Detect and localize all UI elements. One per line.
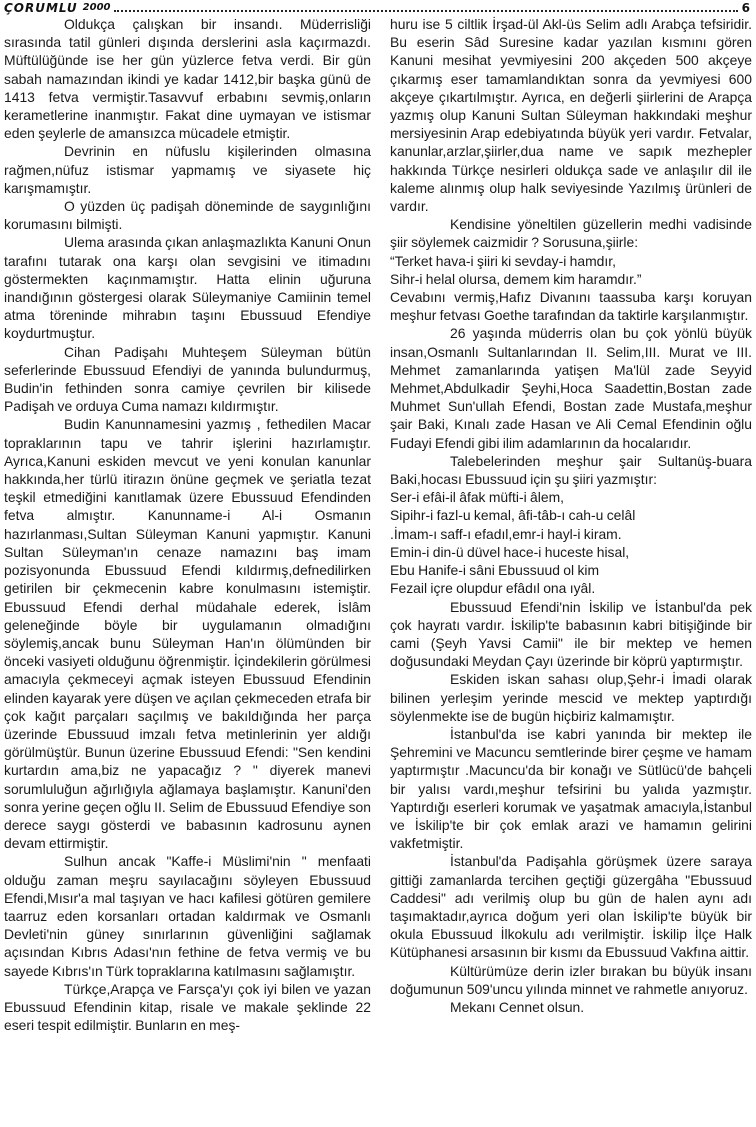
paragraph: Eskiden iskan sahası olup,Şehr-i İmadi olarak bilinen yerleşim yerinde mescid ve mektep yaptırdığı söylenmekte ise de bugün hiçbiriz kalmamıştır.	[390, 671, 752, 724]
verse-line: .İmam-ı saff-ı efadıl,emr-i hayl-i kiram.	[390, 525, 622, 542]
paragraph: Talebelerinden meşhur şair Sultanüş-buara Baki,hocası Ebussuud için şu şiiri yazmıştır:	[390, 452, 752, 488]
verse-line: Ebu Hanife-i sâni Ebussuud ol kim	[390, 562, 600, 579]
paragraph: İstanbul'da Padişahla görüşmek üzere saraya gittiği zamanlarda tercihen geçtiği güzergâha "Ebussuud Caddesi" adı verilmiş olup bu gün de halen aynı adı taşımaktadır,ayrıca doğum yeri olan İskilip'te büyük bir okula Ebussuud İlkokulu adı verilmiştir. İskilip İlçe Halk Kütüphanesi arsasının bir kısmı da Ebussuud Vakfına aittir.	[390, 853, 752, 961]
paragraph: Ebussuud Efendi'nin İskilip ve İstanbul'da pek çok hayratı vardır. İskilip'te babasının kabri bitişiğinde bir cami (Şeyh Yavsi Camii" ile bir mektep ve hemen doğusundaki Meydan Çayı üzerinde bir köprü yaptırmıştır.	[390, 598, 752, 670]
verse-line: Ser-i efâi-il âfak müfti-i âlem,	[390, 489, 564, 506]
paragraph: O yüzden üç padişah döneminde de saygınlığını korumasını bilmişti.	[4, 198, 371, 233]
left-column	[4, 15, 371, 1034]
dotted-leader	[114, 2, 738, 12]
paragraph: Oldukça çalışkan bir insandı. Müderrisliği sırasında tatil günleri dışında derslerini asla kaçırmazdı. Müftülüğünde ise her gün yüzlerce fetva verdi. Bir gün sabah namazından ikindi ye kadar 1412,bir başka günü de 1413 fetva vermiştir.Tasavvuf erbabını sevmiş,onların kerametlerine inanmıştır. Fakat dine uymayan ve istismar eden şeylerle de amansızca mücadele etmiştir.	[4, 16, 371, 142]
page-header	[4, 0, 752, 14]
right-column	[390, 15, 752, 1016]
paragraph: Ulema arasında çıkan anlaşmazlıkta Kanuni Onun tarafını tutarak ona karşı olan sevgisini ve itimadını göstermekten kaçınmamıştır. Hatta elinin uğuruna inandığının göstergesi olarak Süleymaniye Camiinin temel atma töreninde mihrabın taşını Ebussuud Efendiye koydurtmuştur.	[4, 234, 371, 342]
paragraph: Cevabını vermiş,Hafız Divanını taassuba karşı koruyan meşhur fetvası Goethe tarafından da taktirle karşılanmıştır.	[390, 289, 752, 324]
paragraph: Budin Kanunnamesini yazmış , fethedilen Macar topraklarının tapu ve tahrir işlerini hazırlamıştır. Ayrıca,Kanuni eskiden mevcut ve yeni konulan kanunlar hakkında,her türlü itirazın önüne geçmek ve şeriatla tezat teşkil etmediğini kanıtlamak üzere Ebussuud Efendinden fetva almıştır. Kanunname-i Al-i Osmanın hazırlanması,Sultan Süleyman Kanuni yapmıştır. Kanuni Sultan Süleyman'ın cenaze namazını baş imam pozisyonunda Ebussuud Efendi kıldırmış,defnedilirken getirilen bir çekmecenin kabre konulmasını istemiştir. Ebussuud Efendi derhal müdahale ederek, İslâm geleneğinde böyle bir uygulamanın olmadığını söylemiş,ancak bunu Süleyman Han'ın ölümünden bir önceki vasiyeti olduğunu öğrenmiştir. İçindekilerin görülmesi amacıyla çekmeceyi açmak isteyen Ebussuud Efendinin elinden kayarak yere düşen ve açılan çekmeceden etrafa bir çok kağıt parçaları saçılmış ve bakıldığında her parça üzerinde Ebussuud imzalı fetva metinlerinin yer aldığı görülmüştür. Bunun üzerine Ebussuud Efendi: "Sen kendini kurtardın ama,biz ne yapacağız ? " diyerek manevi sorumluluğun ağırlığıyla ağlamaya başlamıştır. Kanuni'den sonra yerine geçen oğlu II. Selim de Ebussuud Efendiye son derece saygı gösterdi ve babasının kadrosunu aynen devam ettirmiştir.	[4, 416, 371, 852]
paragraph: Türkçe,Arapça ve Farsça'yı çok iyi bilen ve yazan Ebussuud Efendinin kitap, risale ve makale şeklinde 22 eseri tespit edilmiştir. Bunların en meş-	[4, 980, 371, 1034]
magazine-year: 2000	[82, 2, 111, 13]
verse-line: Emin-i din-ü düvel hace-i huceste hisal,	[390, 543, 630, 560]
verse-line: Fezail içre olupdur efâdıl ona ıyâl.	[390, 580, 596, 597]
paragraph: Kendisine yöneltilen güzellerin medhi vadisinde şiir söylemek caizmidir ? Sorusuna,şiirle:	[390, 216, 752, 251]
page-number: 6	[741, 1, 750, 15]
magazine-name: ÇORUMLU	[4, 1, 78, 15]
verse-line: Sihr-i helal olursa, demem kim haramdır.”	[390, 270, 642, 287]
paragraph: İstanbul'da ise kabri yanında bir mektep ile Şehremini ve Macuncu semtlerinde birer çeşme ve hamam yaptırmıştır .Macuncu'da bir konağı ve Sütlücü'de bahçeli bir yalısı vardı,meşhur tefsirini bu yalıda yazmıştır. Yaptırdığı eserleri korumak ve yaşatmak amacıyla,İstanbul ve İskilip'te bir çok emlak arazi ve hamamın gelirini vakfetmiştir.	[390, 725, 752, 852]
paragraph: Cihan Padişahı Muhteşem Süleyman bütün seferlerinde Ebussuud Efendiyi de yanında bulundurmuş, Budin'in fethinden sonra camiye çevrilen bir kilisede Padişah ve orduya Cuma namazı kıldırmıştır.	[4, 343, 371, 415]
paragraph: huru ise 5 ciltlik İrşad-ül Akl-üs Selim adlı Arabça tefsiridir. Bu eserin Sâd Suresine kadar yazılan kısmını gören Kanuni mesihat yevmiyesini 200 akçeden 500 akçeye çıkarmış eser tamamlandıktan sonra da yevmiyesi 600 akçeye çıkartılmıştır. Ayrıca, en değerli şiirlerini de Arapça yazmış olup Kanuni Sultan Süleyman hakkındaki meşhur mersiyesinin Arap edebiyatında büyük yeri vardır. Fetvalar, kanunlar,arzlar,şiirler,dua name ve sapık mezhepler hakkında Türkçe nesirleri oldukça sade ve anlaşılır dil ile kaleme alınmış olup halk seviyesinde Yazılmış ürünleri de vardır.	[390, 16, 752, 215]
paragraph: 26 yaşında müderris olan bu çok yönlü büyük insan,Osmanlı Sultanlarından II. Selim,III. Murat ve III. Mehmet zamanlarında yatişen Ma'lül zade Seyyid Mehmet,Abdulkadir Şeyhi,Hoca Saadettin,Bostan zade Muhmet Sun'ullah Efendi, Bostan zade Mustafa,meşhur şair Baki, Kınalı zade Hasan ve Ali Cemal Efendinin oğlu Fudayi Efendi gibi ilim adamlarının da hocalarıdır.	[390, 325, 752, 451]
paragraph: Mekanı Cennet olsun.	[450, 998, 585, 1015]
paragraph: Kültürümüze derin izler bırakan bu büyük insanı doğumunun 509'uncu yılında minnet ve rahmetle anıyoruz.	[390, 962, 752, 997]
verse-line: Sipihr-i fazl-u kemal, âfi-tâb-ı cah-u celâl	[390, 507, 636, 524]
verse-line: “Terket hava-i şiiri ki sevday-i hamdır,	[390, 252, 616, 269]
paragraph: Sulhun ancak "Kaffe-i Müslimi'nin " menfaati olduğu zaman meşru sayılacağını söyleyen Ebussuud Efendi,Mısır'a mal taşıyan ve hacı kafilesi götüren gemilere taarruz eden korsanları ortadan kaldırmak ve Osmanlı Devleti'nin güney sınırlarının güvenliğini sağlamak açısından Kıbrıs Adası'nın fethine de fetva vermiş ve bu sayede Kıbrıs'ın Türk topraklarına katılmasını sağlamıştır.	[4, 853, 371, 979]
paragraph: Devrinin en nüfuslu kişilerinden olmasına rağmen,nüfuz istismar yapmamış ve siyasete hiç karışmamıştır.	[4, 143, 371, 196]
